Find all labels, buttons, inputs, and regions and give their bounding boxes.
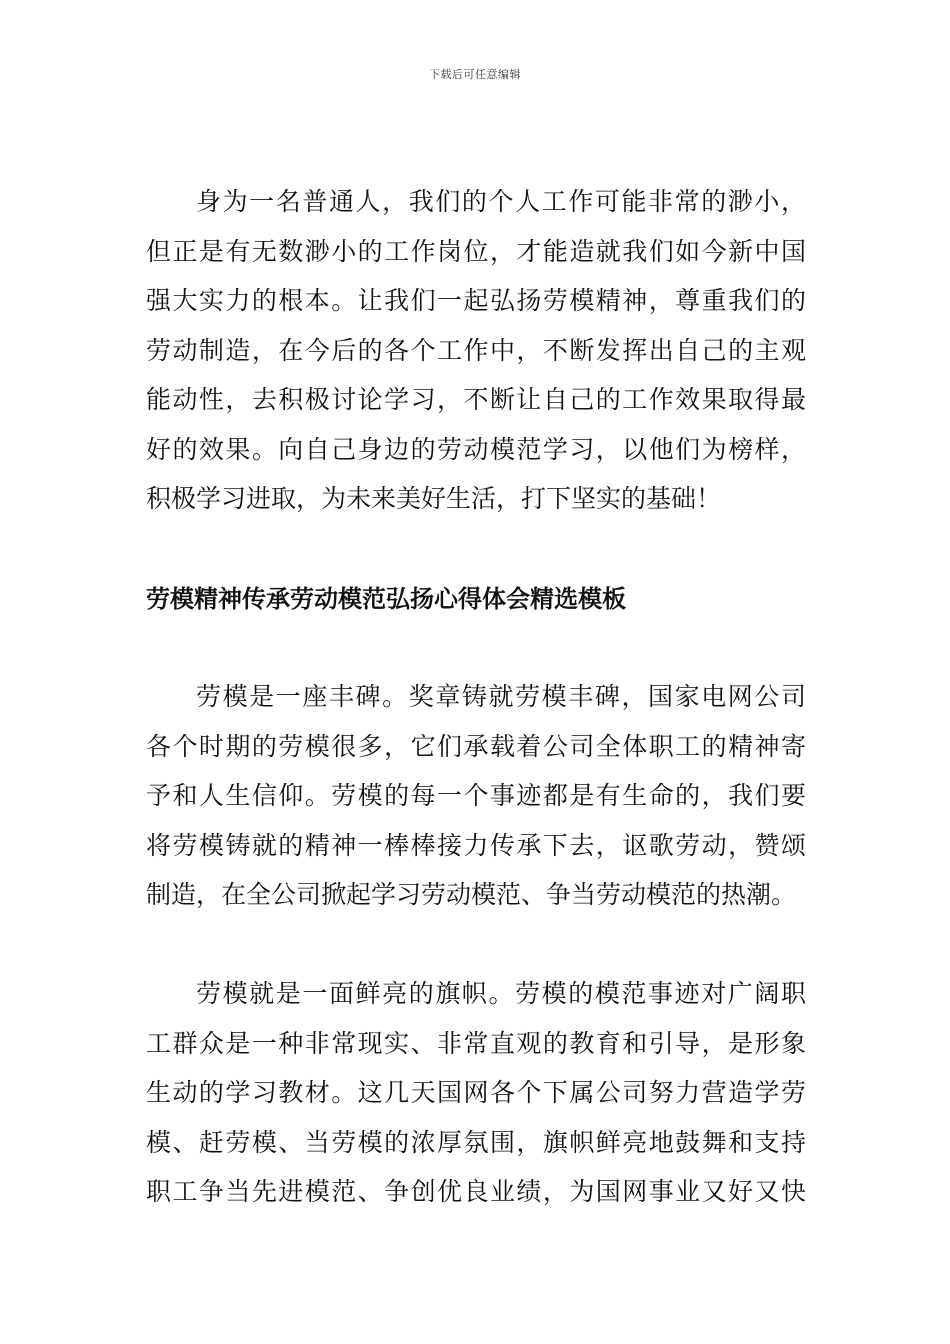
paragraph-line: 能动性，去积极讨论学习，不断让自己的工作效果取得最 [146,385,806,414]
paragraph-line: 劳动制造，在今后的各个工作中，不断发挥出自己的主观 [146,335,806,365]
paragraph-1 [146,177,806,524]
paragraph-line: 身为一名普通人，我们的个人工作可能非常的渺小， [196,187,806,216]
paragraph-line: 模、赶劳模、当劳模的浓厚氛围，旗帜鲜亮地鼓舞和支持 [146,1127,806,1157]
paragraph-line: 将劳模铸就的精神一棒棒接力传承下去，讴歌劳动，赞颂 [146,830,806,860]
paragraph-line: 职工争当先进模范、争创优良业绩，为国网事业又好又快 [146,1177,806,1206]
header-note: 下载后可任意编辑 [429,68,521,81]
paragraph-line: 但正是有无数渺小的工作岗位，才能造就我们如今新中国 [146,236,806,266]
paragraph-line: 工群众是一种非常现实、非常直观的教育和引导，是形象 [146,1028,806,1058]
paragraph-2 [146,672,806,920]
paragraph-3 [146,969,806,1217]
paragraph-line: 积极学习进取，为未来美好生活，打下坚实的基础！ [146,484,722,513]
paragraph-line: 生动的学习教材。这几天国网各个下属公司努力营造学劳 [146,1078,806,1107]
paragraph-line: 劳模就是一面鲜亮的旗帜。劳模的模范事迹对广阔职 [196,979,806,1008]
paragraph-line: 强大实力的根本。让我们一起弘扬劳模精神，尊重我们的 [146,286,806,315]
paragraph-line: 予和人生信仰。劳模的每一个事迹都是有生命的，我们要 [146,781,806,810]
paragraph-line: 各个时期的劳模很多，它们承载着公司全体职工的精神寄 [146,731,806,761]
section-title: 劳模精神传承劳动模范弘扬心得体会精选模板 [146,584,626,613]
paragraph-line: 劳模是一座丰碑。奖章铸就劳模丰碑，国家电网公司 [196,682,806,711]
paragraph-line: 好的效果。向自己身边的劳动模范学习，以他们为榜样， [146,434,806,464]
paragraph-line: 制造，在全公司掀起学习劳动模范、争当劳动模范的热潮。 [146,880,797,909]
